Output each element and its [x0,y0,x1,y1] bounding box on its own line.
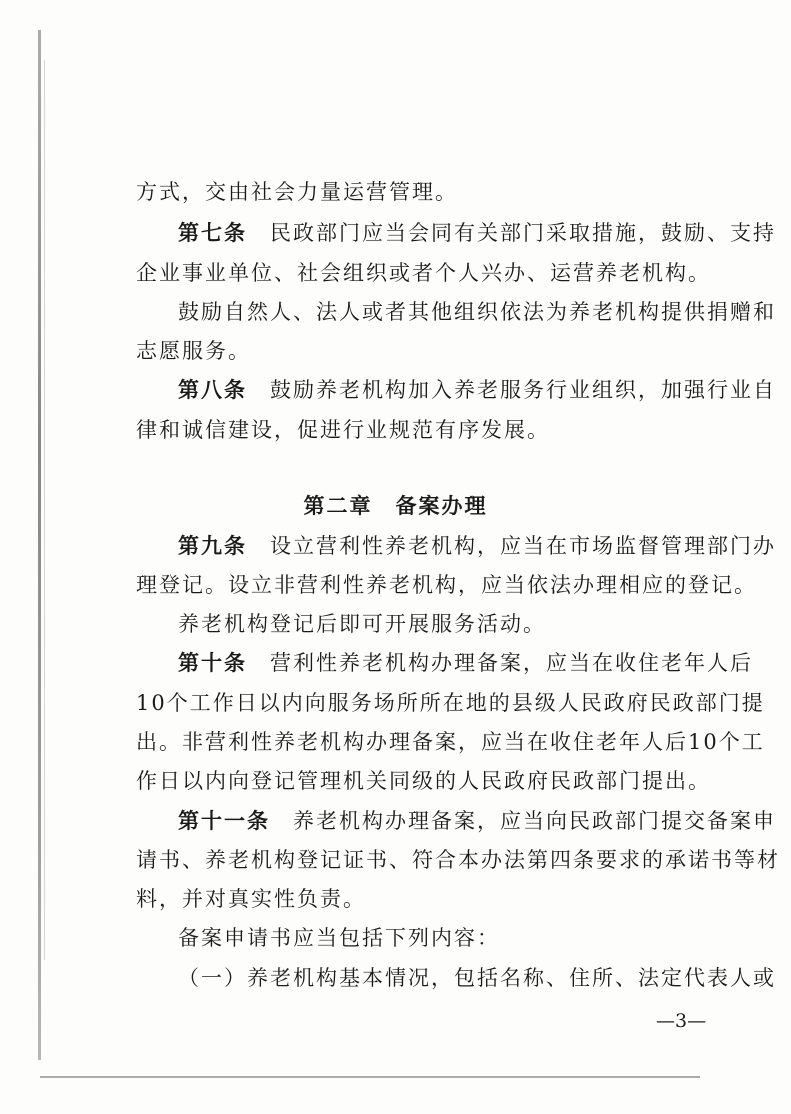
paragraph-line [178,958,776,998]
paragraph-line [178,604,758,644]
paragraph-text: 律和诚信建设，促进行业规范有序发展。 [136,418,550,442]
paragraph-line [136,879,716,919]
paragraph-text: 志愿服务。 [136,339,251,363]
article-9-lead: 第九条 [178,533,247,558]
paragraph-line [136,331,716,371]
paragraph-line [136,410,716,450]
article-8-lead: 第八条 [178,377,247,402]
paragraph-line [136,172,716,212]
page-number: —3— [656,1010,707,1032]
article-10-line [178,643,758,683]
article-9-text: 设立营利性养老机构，应当在市场监督管理部门办 [247,534,776,558]
chapter-heading: 第二章 备案办理 [303,493,488,518]
paragraph-text: 养老机构登记后即可开展服务活动。 [178,612,546,636]
article-10-lead: 第十条 [178,650,247,675]
paragraph-line [136,761,716,801]
article-10-text: 营利性养老机构办理备案，应当在收住老年人后 [247,651,753,675]
paragraph-text: 10个工作日以内向服务场所所在地的县级人民政府民政部门提 [136,691,765,715]
paragraph-line [136,253,716,293]
paragraph-text: 企业事业单位、社会组织或者个人兴办、运营养老机构。 [136,261,711,285]
article-11-lead: 第十一条 [178,808,270,833]
paragraph-line [136,722,765,762]
paragraph-text: （一）养老机构基本情况，包括名称、住所、法定代表人或 [178,966,776,990]
paragraph-line [178,292,776,332]
article-9-line [178,526,776,566]
paragraph-line [178,918,758,958]
article-11-line [178,801,776,841]
paragraph-text: 作日以内向登记管理机关同级的人民政府民政部门提出。 [136,769,711,793]
article-11-text: 养老机构办理备案，应当向民政部门提交备案申 [270,809,776,833]
paragraph-line [136,565,757,605]
paragraph-text: 鼓励自然人、法人或者其他组织依法为养老机构提供捐赠和 [178,300,776,324]
paragraph-text: 出。非营利性养老机构办理备案，应当在收住老年人后10个工 [136,730,765,754]
paragraph-line [136,683,765,723]
article-8-line [178,370,776,410]
paragraph-text: 请书、养老机构登记证书、符合本办法第四条要求的承诺书等材 [136,848,780,872]
article-7-lead: 第七条 [178,220,247,245]
paragraph-text: 理登记。设立非营利性养老机构，应当依法办理相应的登记。 [136,573,757,597]
paragraph-text: 料，并对真实性负责。 [136,887,366,911]
paragraph-text: 方式，交由社会力量运营管理。 [136,180,458,204]
article-7-text: 民政部门应当会同有关部门采取措施，鼓励、支持 [247,221,776,245]
scan-bottom-edge [40,1076,700,1078]
article-7-line [178,213,776,253]
paragraph-text: 备案申请书应当包括下列内容： [178,926,500,950]
paragraph-line [136,840,780,880]
scan-binding-edge [38,30,41,1060]
article-8-text: 鼓励养老机构加入养老服务行业组织，加强行业自 [247,378,776,402]
